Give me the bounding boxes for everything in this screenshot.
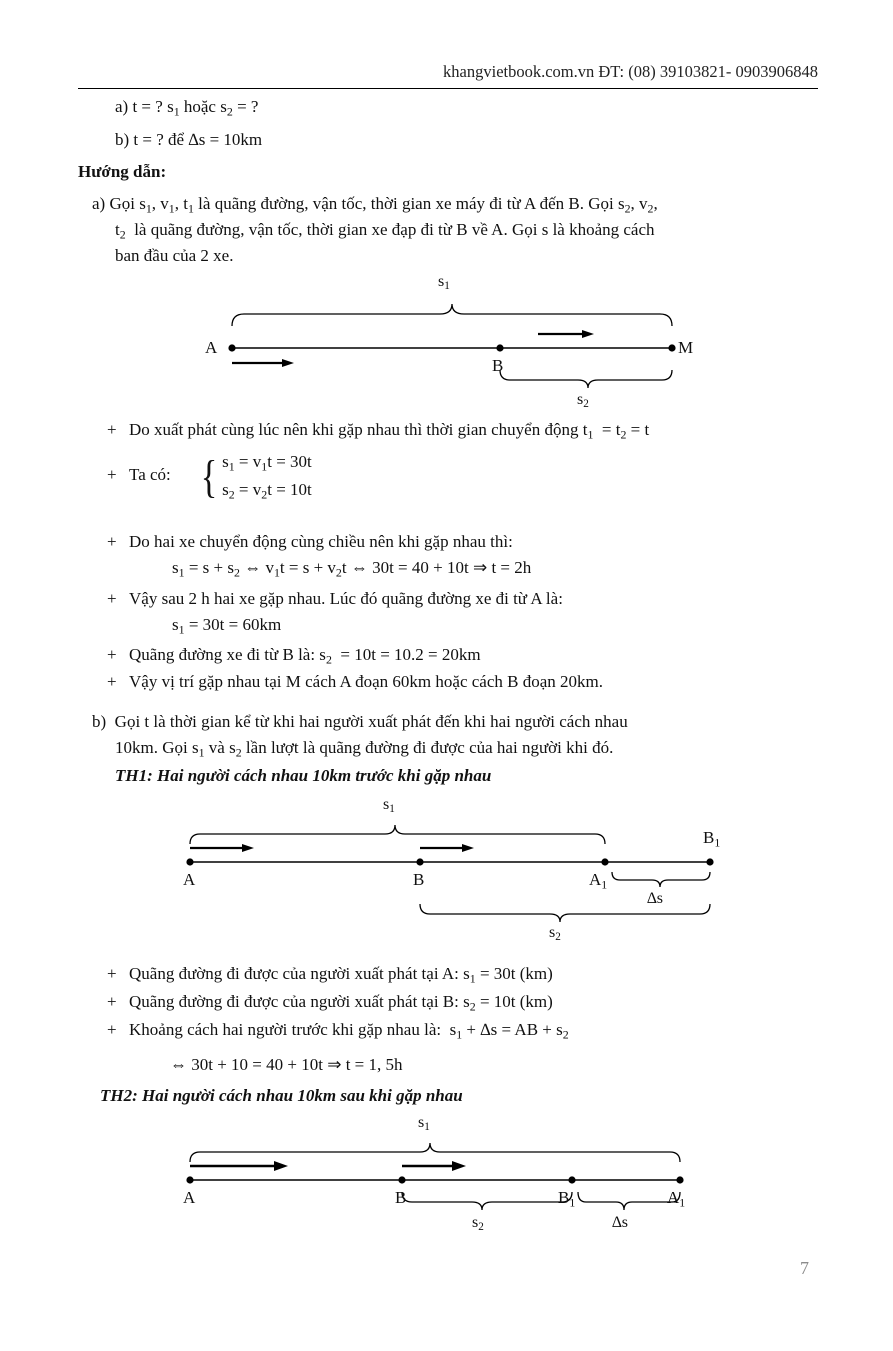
bullet-marker: + [107, 964, 117, 983]
sys-eq-2: $s_2 = v_2t = 10t$ [222, 480, 312, 502]
bullet-marker: + [107, 589, 117, 608]
system-of-equations [198, 452, 312, 503]
diagram1-point-A: A [205, 338, 218, 357]
bullet-b-2: + Quãng đường đi được của người xuất phát tại B: $s_2 = 10t$ (km) [107, 992, 553, 1014]
diagram1-label-s1: $s_1$ [438, 273, 450, 293]
diagram1-point-M: M [678, 338, 694, 357]
bullet-marker: + [107, 532, 117, 551]
s1-value: $s_1 = 30t = 60km$ [172, 615, 282, 637]
diagram2-point-B1: $B_1$ [703, 828, 721, 850]
th1-title: TH1: Hai người cách nhau 10km trước khi gặp nhau [115, 766, 492, 785]
bullet-a-3: + Do hai xe chuyển động cùng chiều nên khi gặp nhau thì: [107, 530, 847, 555]
diagram3-point-B: B [395, 1188, 407, 1207]
part-b-line1: b) Gọi t là thời gian kể từ khi hai người xuất phát đến khi hai người cách nhau [92, 712, 628, 731]
page-header: khangvietbook.com.vn ĐT: (08) 39103821- 0903906848 [78, 62, 818, 89]
diagram2-point-A1: $A_1$ [589, 870, 608, 892]
diagram1-point-B: B [492, 356, 504, 375]
diagram-case-th2-svg [180, 1118, 700, 1258]
part-a-line1: a) Gọi $s_1$, $v_1$, $t_1$ là quãng đường, vận tốc, thời gian xe máy đi từ A đến B. Gọi $s_2$, $v_2$, [92, 194, 658, 216]
diagram3-point-A1: $A_1$ [667, 1188, 686, 1210]
diagram2-point-A: A [183, 870, 196, 889]
bullet-a-4: + Vậy sau 2 h hai xe gặp nhau. Lúc đó quãng đường xe đi từ A là: [107, 587, 847, 612]
bullet-a-5: + Quãng đường xe đi từ B là: $s_2 = 10t = 10.2 = 20km$ [107, 645, 481, 667]
page-number: 7 [800, 1258, 809, 1278]
bullet-a-6: + Vậy vị trí gặp nhau tại M cách A đoạn 60km hoặc cách B đoạn 20km. [107, 670, 847, 695]
equation-b: ⇔ 30t + 10 = 40 + 10t ⇒ t = 1, 5h [170, 1055, 403, 1074]
bullet-marker: + [107, 672, 117, 691]
part-a-line3: ban đầu của 2 xe. [115, 246, 234, 265]
part-b-line2: 10km. Gọi $s_1$ và $s_2$ lần lượt là quãng đường đi được của hai người khi đó. [115, 738, 614, 760]
question-b: b) t = ? để ∆s = 10km [115, 130, 263, 149]
diagram3-point-A: A [183, 1188, 196, 1207]
diagram-case-a-svg [200, 278, 720, 411]
diagram3-label-ds: ∆s [612, 1214, 629, 1231]
bullet-marker: + [107, 992, 117, 1011]
bullet-b-1: + Quãng đường đi được của người xuất phát tại A: $s_1 = 30t$ (km) [107, 964, 553, 986]
diagram2-point-B: B [413, 870, 425, 889]
th2-title: TH2: Hai người cách nhau 10km sau khi gặp nhau [100, 1086, 463, 1105]
diagram2-label-s1: $s_1$ [383, 796, 395, 816]
diagram3-label-s1: $s_1$ [418, 1114, 430, 1134]
diagram-case-th1 [180, 796, 750, 950]
bullet-marker: + [107, 465, 117, 484]
diagram-case-th2 [180, 1114, 700, 1258]
bullet-a-1: + Do xuất phát cùng lúc nên khi gặp nhau thì thời gian chuyển động $t_1 = t_2 = t$ [107, 420, 650, 442]
guide-title: Hướng dẫn: [78, 162, 167, 181]
bullet-marker: + [107, 1020, 117, 1039]
bullet-a-2: + Ta có: [107, 463, 171, 488]
diagram1-label-s2: $s_2$ [577, 391, 589, 411]
bullet-b-3: + Khoảng cách hai người trước khi gặp nhau là: $s_1 + \Delta s$ = AB + $s_2$ [107, 1020, 569, 1042]
diagram2-label-s2: $s_2$ [549, 924, 561, 944]
part-a-line2: $t_2$ là quãng đường, vận tốc, thời gian xe đạp đi từ B về A. Gọi s là khoảng cách [115, 220, 655, 242]
diagram-case-th1-svg [180, 800, 750, 950]
diagram3-point-B1: $B_1$ [558, 1188, 576, 1210]
diagram3-label-s2: $s_2$ [472, 1214, 484, 1234]
diagram2-label-ds: ∆s [647, 890, 664, 907]
question-a: a) t = ? $s_1$ hoặc $s_2$ = ? [115, 97, 259, 119]
sys-eq-1: $s_1 = v_1t = 30t$ [222, 452, 312, 474]
bullet-marker: + [107, 645, 117, 664]
bullet-marker: + [107, 420, 117, 439]
brace-icon: { [200, 451, 218, 503]
diagram-case-a [200, 273, 720, 411]
meet-equation: $s_1 = s + s_2$ ⇔ $v_1t = s + v_2t$ ⇔ 30t = 40 + 10t ⇒ t = 2h [172, 558, 532, 580]
